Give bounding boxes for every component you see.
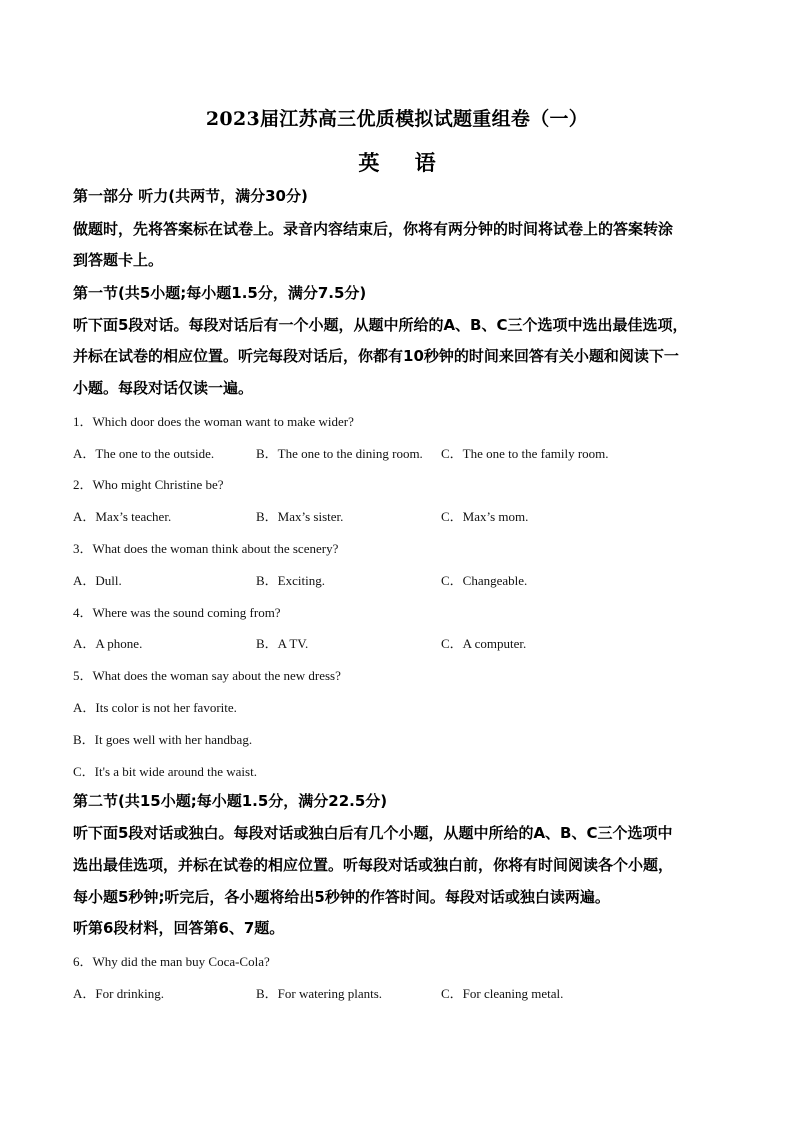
part1-heading: 第一部分 听力(共两节，满分30分)	[73, 187, 308, 205]
question-5-option-c: C．It's a bit wide around the waist.	[73, 764, 257, 779]
question-3-option-c: C．Changeable.	[441, 573, 528, 588]
question-5-stem: 5．What does the woman say about the new dress?	[73, 668, 341, 683]
question-4-option-c: C．A computer.	[441, 636, 527, 651]
section1-heading: 第一节(共5小题;每小题1.5分，满分7.5分)	[73, 284, 367, 302]
question-2-option-a: A．Max’s teacher.	[73, 509, 172, 524]
section1-instruction-line-3: 小题。每段对话仅读一遍。	[73, 379, 254, 397]
part1-instruction-line-2: 到答题卡上。	[73, 251, 164, 269]
section1-instruction-line-2: 并标在试卷的相应位置。听完每段对话后，你都有10秒钟的时间来回答有关小题和阅读下一	[73, 347, 679, 365]
material-6-instruction: 听第6段材料，回答第6、7题。	[73, 919, 285, 937]
part1-instruction-line-1: 做题时，先将答案标在试卷上。录音内容结束后，你将有两分钟的时间将试卷上的答案转涂	[73, 220, 674, 238]
question-6-option-c: C．For cleaning metal.	[441, 986, 564, 1001]
question-4-option-a: A．A phone.	[73, 636, 143, 651]
section1-instruction-line-1: 听下面5段对话。每段对话后有一个小题，从题中所给的A、B、C三个选项中选出最佳选项，	[73, 316, 688, 334]
section2-heading: 第二节(共15小题;每小题1.5分，满分22.5分)	[73, 792, 388, 810]
question-2-option-c: C．Max’s mom.	[441, 509, 529, 524]
question-4-stem: 4．Where was the sound coming from?	[73, 605, 281, 620]
section2-instruction-line-1: 听下面5段对话或独白。每段对话或独白后有几个小题，从题中所给的A、B、C三个选项中	[73, 824, 673, 842]
question-1-option-c: C．The one to the family room.	[441, 446, 609, 461]
question-3-option-a: A．Dull.	[73, 573, 122, 588]
question-1-stem: 1．Which door does the woman want to make wider?	[73, 414, 354, 429]
question-2-option-b: B．Max’s sister.	[256, 509, 344, 524]
section2-instruction-line-3: 每小题5秒钟;听完后，各小题将给出5秒钟的作答时间。每段对话或独白读两遍。	[73, 888, 610, 906]
question-1-option-b: B．The one to the dining room.	[256, 446, 423, 461]
question-2-stem: 2．Who might Christine be?	[73, 477, 224, 492]
question-3-option-b: B．Exciting.	[256, 573, 325, 588]
question-6-stem: 6．Why did the man buy Coca-Cola?	[73, 954, 270, 969]
question-5-option-b: B．It goes well with her handbag.	[73, 732, 253, 747]
question-6-option-a: A．For drinking.	[73, 986, 165, 1001]
question-3-stem: 3．What does the woman think about the scenery?	[73, 541, 339, 556]
question-4-option-b: B．A TV.	[256, 636, 309, 651]
section2-instruction-line-2: 选出最佳选项，并标在试卷的相应位置。听每段对话或独白前，你将有时间阅读各个小题，	[73, 856, 674, 874]
question-6-option-b: B．For watering plants.	[256, 986, 383, 1001]
question-1-option-a: A．The one to the outside.	[73, 446, 215, 461]
subject-title: 英 语	[358, 150, 450, 175]
question-5-option-a: A．Its color is not her favorite.	[73, 700, 237, 715]
page-title: 2023届江苏高三优质模拟试题重组卷（一）	[205, 108, 589, 130]
